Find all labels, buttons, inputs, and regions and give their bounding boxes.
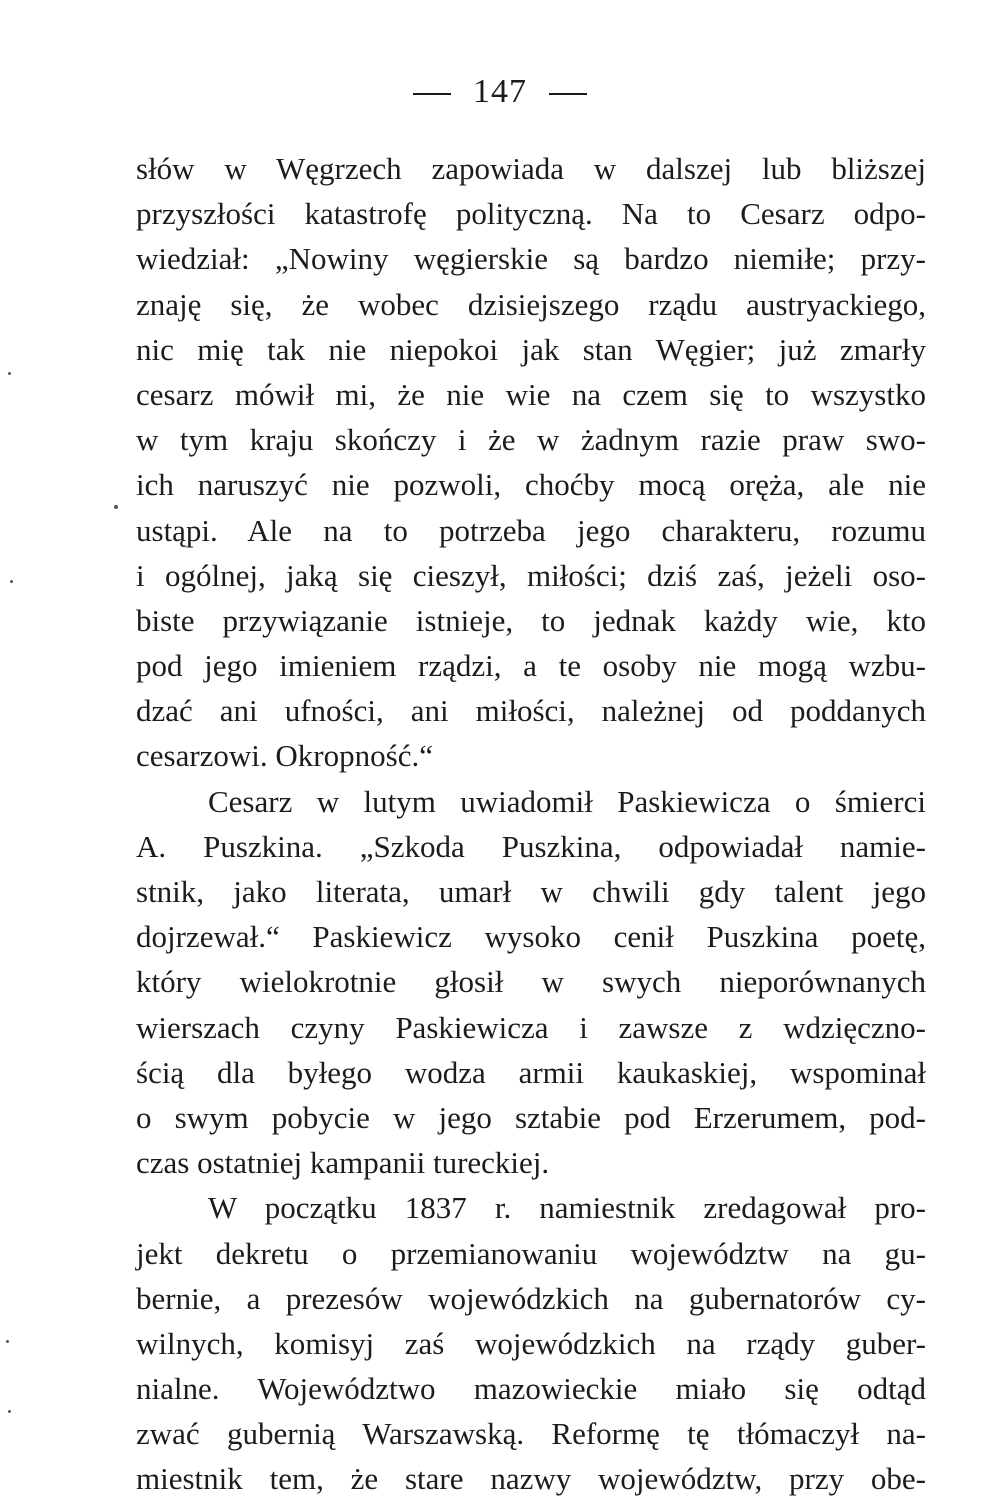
text-line: ustąpi. Ale na to potrzeba jego charakteru, rozumu <box>136 512 926 548</box>
text-line: zwać gubernią Warszawską. Reformę tę tłómaczył na- <box>136 1416 926 1452</box>
text-line: bernie, a prezesów wojewódzkich na gubernatorów cy- <box>136 1280 926 1316</box>
scan-speck <box>8 1410 11 1413</box>
text-line: i ogólnej, jaką się cieszył, miłości; dziś zaś, jeżeli oso- <box>136 557 926 593</box>
text-line: pod jego imieniem rządzi, a te osoby nie mogą wzbu- <box>136 648 926 684</box>
text-line: o swym pobycie w jego sztabie pod Erzerumem, pod- <box>136 1099 926 1135</box>
text-line: A. Puszkina. „Szkoda Puszkina, odpowiadał namie- <box>136 828 926 864</box>
text-line: cesarzowi. Okropność.“ <box>136 738 433 774</box>
page-number: 147 <box>473 73 527 110</box>
text-line: w tym kraju skończy i że w żadnym razie praw swo- <box>136 422 926 458</box>
scan-speck <box>114 505 118 509</box>
text-line: biste przywiązanie istnieje, to jednak każdy wie, kto <box>136 602 926 638</box>
scan-speck <box>8 372 11 375</box>
text-line: dojrzewał.“ Paskiewicz wysoko cenił Puszkina poetę, <box>136 919 926 955</box>
page-header <box>0 70 1000 114</box>
text-line: nic mię tak nie niepokoi jak stan Węgier; już zmarły <box>136 331 926 367</box>
header-dash-left <box>413 93 451 95</box>
text-line: ich naruszyć nie pozwoli, choćby mocą oręża, ale nie <box>136 467 926 503</box>
text-line: jekt dekretu o przemianowaniu województw na gu- <box>136 1235 926 1271</box>
text-line: ścią dla byłego wodza armii kaukaskiej, wspominał <box>136 1054 926 1090</box>
text-line: dzać ani ufności, ani miłości, należnej od poddanych <box>136 693 926 729</box>
text-line: cesarz mówił mi, że nie wie na czem się to wszystko <box>136 376 926 412</box>
scan-speck <box>10 580 13 583</box>
text-line: czas ostatniej kampanii tureckiej. <box>136 1145 550 1181</box>
text-line: przyszłości katastrofę polityczną. Na to Cesarz odpo- <box>136 196 926 232</box>
text-line: miestnik tem, że stare nazwy województw, przy obe- <box>136 1461 926 1497</box>
text-line: W początku 1837 r. namiestnik zredagował pro- <box>208 1190 926 1226</box>
text-line: nialne. Województwo mazowieckie miało się odtąd <box>136 1371 926 1407</box>
text-line: wiedział: „Nowiny węgierskie są bardzo niemiłe; przy- <box>136 241 926 277</box>
body-text <box>136 146 926 1502</box>
text-line: Cesarz w lutym uwiadomił Paskiewicza o śmierci <box>208 783 926 819</box>
text-line: słów w Węgrzech zapowiada w dalszej lub bliższej <box>136 151 926 186</box>
text-line: który wielokrotnie głosił w swych nieporównanych <box>136 964 926 1000</box>
scan-speck <box>6 1340 9 1343</box>
text-line: wilnych, komisyj zaś wojewódzkich na rządy guber- <box>136 1325 926 1361</box>
header-dash-right <box>549 93 587 95</box>
text-line: znaję się, że wobec dzisiejszego rządu austryackiego, <box>136 286 926 322</box>
text-line: stnik, jako literata, umarł w chwili gdy talent jego <box>136 874 926 909</box>
text-line: wierszach czyny Paskiewicza i zawsze z wdzięczno- <box>136 1009 926 1045</box>
